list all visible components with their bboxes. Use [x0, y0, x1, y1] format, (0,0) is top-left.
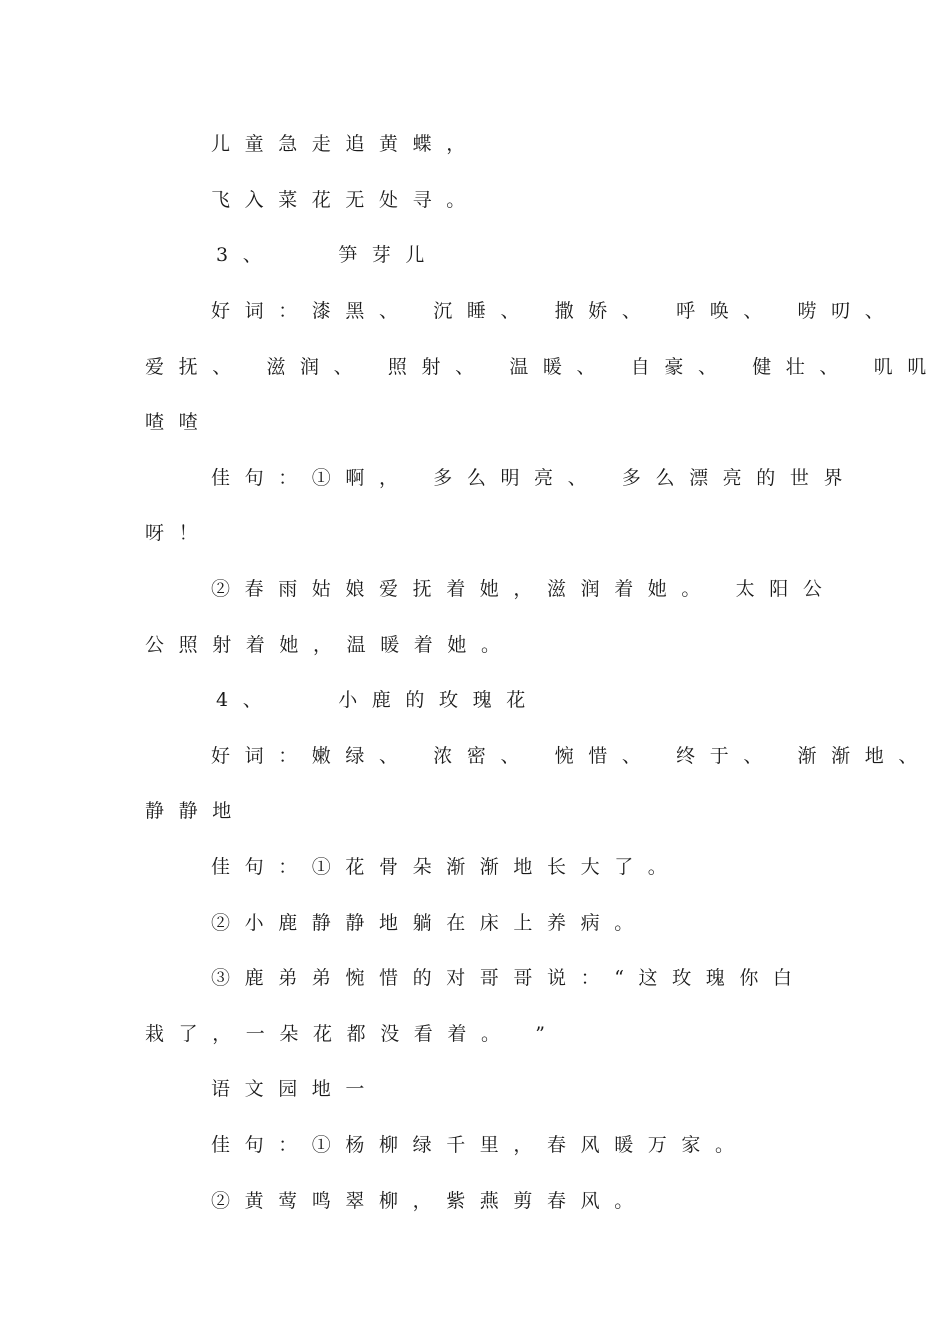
- good-words-3-line-1: 好词：漆黑、 沉睡、 撒娇、 呼唤、 唠叨、: [211, 300, 899, 322]
- poem-line-2: 飞入菜花无处寻。: [211, 189, 480, 211]
- good-sentence-4-line-2: ②小鹿静静地躺在床上养病。: [211, 912, 648, 934]
- garden-sentence-line-2: ②黄莺鸣翠柳，紫燕剪春风。: [211, 1190, 648, 1212]
- section-heading-garden-1: 语文园地一: [211, 1078, 380, 1100]
- good-sentence-3-line-3: ②春雨姑娘爱抚着她，滋润着她。 太阳公: [211, 578, 837, 600]
- good-words-3-line-3: 喳喳: [145, 411, 213, 433]
- poem-line-1: 儿童急走追黄蝶，: [211, 133, 480, 155]
- section-heading-3: 3、 笋芽儿: [216, 244, 440, 266]
- good-sentence-3-line-4: 公照射着她，温暖着她。: [145, 634, 515, 656]
- good-sentence-4-line-3: ③鹿弟弟惋惜的对哥哥说：“这玫瑰你白: [211, 967, 807, 989]
- good-words-3-line-2: 爱抚、 滋润、 照射、 温暖、 自豪、 健壮、 叽叽: [145, 356, 941, 378]
- good-words-4-line-2: 静静地: [145, 800, 246, 822]
- section-heading-4: 4、 小鹿的玫瑰花: [216, 689, 540, 711]
- good-sentence-3-line-1: 佳句：①啊， 多么明亮、 多么漂亮的世界: [211, 467, 858, 489]
- good-sentence-4-line-1: 佳句：①花骨朵渐渐地长大了。: [211, 856, 682, 878]
- good-sentence-4-line-4: 栽了，一朵花都没看着。 ”: [145, 1023, 560, 1045]
- good-sentence-3-line-2: 呀！: [145, 522, 213, 544]
- good-words-4-line-1: 好词：嫩绿、 浓密、 惋惜、 终于、 渐渐地、: [211, 745, 932, 767]
- garden-sentence-line-1: 佳句：①杨柳绿千里，春风暖万家。: [211, 1134, 749, 1156]
